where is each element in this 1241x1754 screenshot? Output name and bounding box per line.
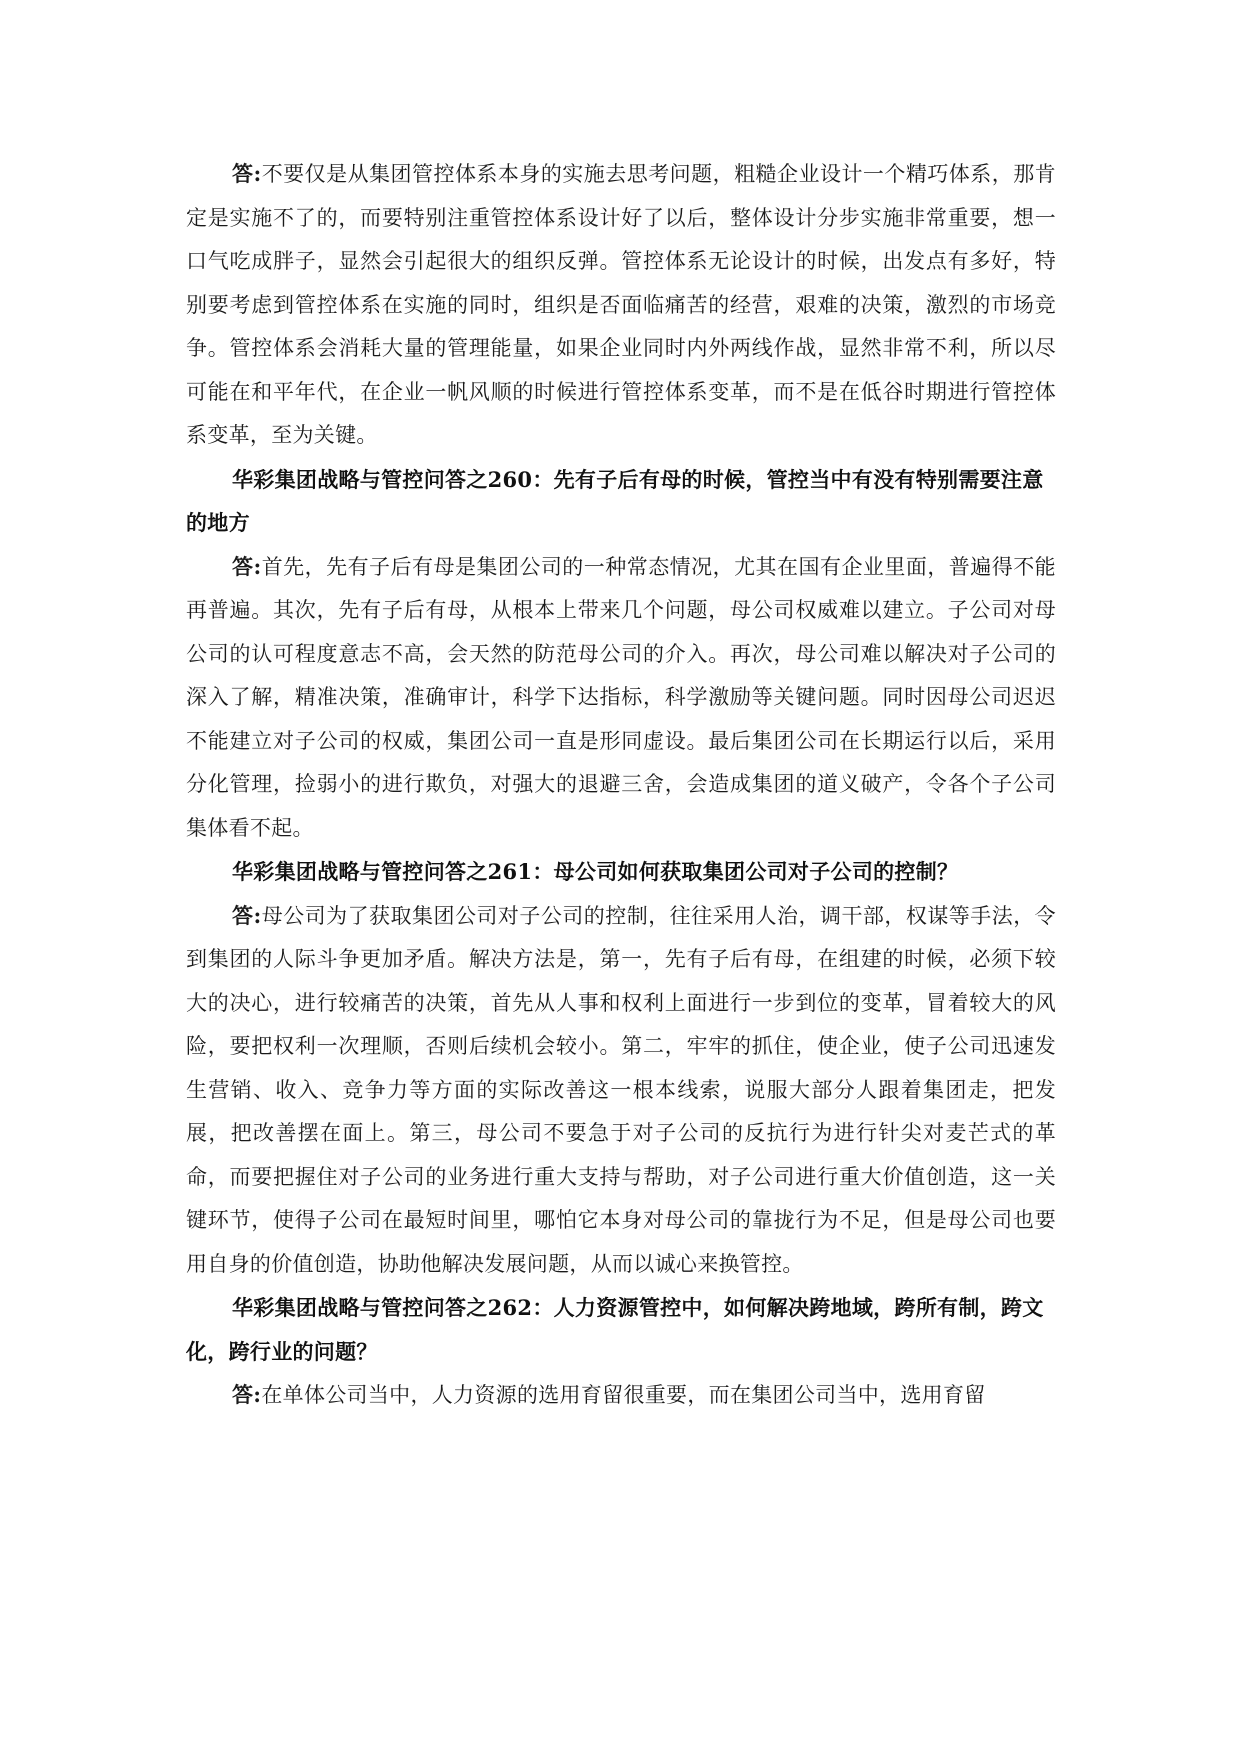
answer-label: 答: [232,553,262,579]
answer-label: 答: [232,1382,262,1407]
answer-text: 母公司为了获取集团公司对子公司的控制，往往采用人治，调干部，权谋等手法，令到集团的人际斗争更加矛盾。解决方法是，第一，先有子后有母，在组建的时候，必须下较大的决心，进行较痛苦的决策，首先从人事和权利上面进行一步到位的变革，冒着较大的风险，要把权利一次理顺，否则后续机会较小。第二，牢牢的抓住，使企业，使子公司迅速发生营销、收入、竞争力等方面的实际改善这一根本线索，说服大部分人跟着集团走，把发展，把改善摆在面上。第三，母公司不要急于对子公司的反抗行为进行针尖对麦芒式的革命，而要把握住对子公司的业务进行重大支持与帮助，对子公司进行重大价值创造，这一关键环节，使得子公司在最短时间里，哪怕它本身对母公司的靠拢行为不足，但是母公司也要用自身的价值创造，协助他解决发展问题，从而以诚心来换管控。 [186,903,1056,1276]
answer-text: 不要仅是从集团管控体系本身的实施去思考问题，粗糙企业设计一个精巧体系，那肯定是实施不了的，而要特别注重管控体系设计好了以后，整体设计分步实施非常重要，想一口气吃成胖子，显然会引起很大的组织反弹。管控体系无论设计的时候，出发点有多好，特别要考虑到管控体系在实施的同时，组织是否面临痛苦的经营，艰难的决策，激烈的市场竞争。管控体系会消耗大量的管理能量，如果企业同时内外两线作战，显然非常不利，所以尽可能在和平年代，在企业一帆风顺的时候进行管控体系变革，而不是在低谷时期进行管控体系变革，至为关键。 [186,162,1056,447]
answer-text: 首先，先有子后有母是集团公司的一种常态情况，尤其在国有企业里面，普遍得不能再普遍。其次，先有子后有母，从根本上带来几个问题，母公司权威难以建立。子公司对母公司的认可程度意志不高，会天然的防范母公司的介入。再次，母公司难以解决对子公司的深入了解，精准决策，准确审计，科学下达指标，科学激励等关键问题。同时因母公司迟迟不能建立对子公司的权威，集团公司一直是形同虚设。最后集团公司在长期运行以后，采用分化管理，捡弱小的进行欺负，对强大的退避三舍，会造成集团的道义破产，令各个子公司集体看不起。 [186,554,1056,840]
answer-label: 答: [232,902,262,928]
document-page [186,152,1056,1418]
answer-paragraph [186,152,1056,458]
answer-paragraph [186,545,1056,851]
answer-paragraph [186,1373,1056,1418]
question-heading: 华彩集团战略与管控问答之261：母公司如何获取集团公司对子公司的控制？ [232,859,959,884]
question-heading: 华彩集团战略与管控问答之260：先有子后有母的时候，管控当中有没有特别需要注意的地方 [186,466,1044,535]
question-heading: 华彩集团战略与管控问答之262：人力资源管控中，如何解决跨地域，跨所有制，跨文化，跨行业的问题？ [186,1295,1044,1364]
answer-text: 在单体公司当中，人力资源的选用育留很重要，而在集团公司当中，选用育留 [261,1383,986,1407]
answer-paragraph [186,894,1056,1287]
answer-label: 答: [232,161,262,186]
